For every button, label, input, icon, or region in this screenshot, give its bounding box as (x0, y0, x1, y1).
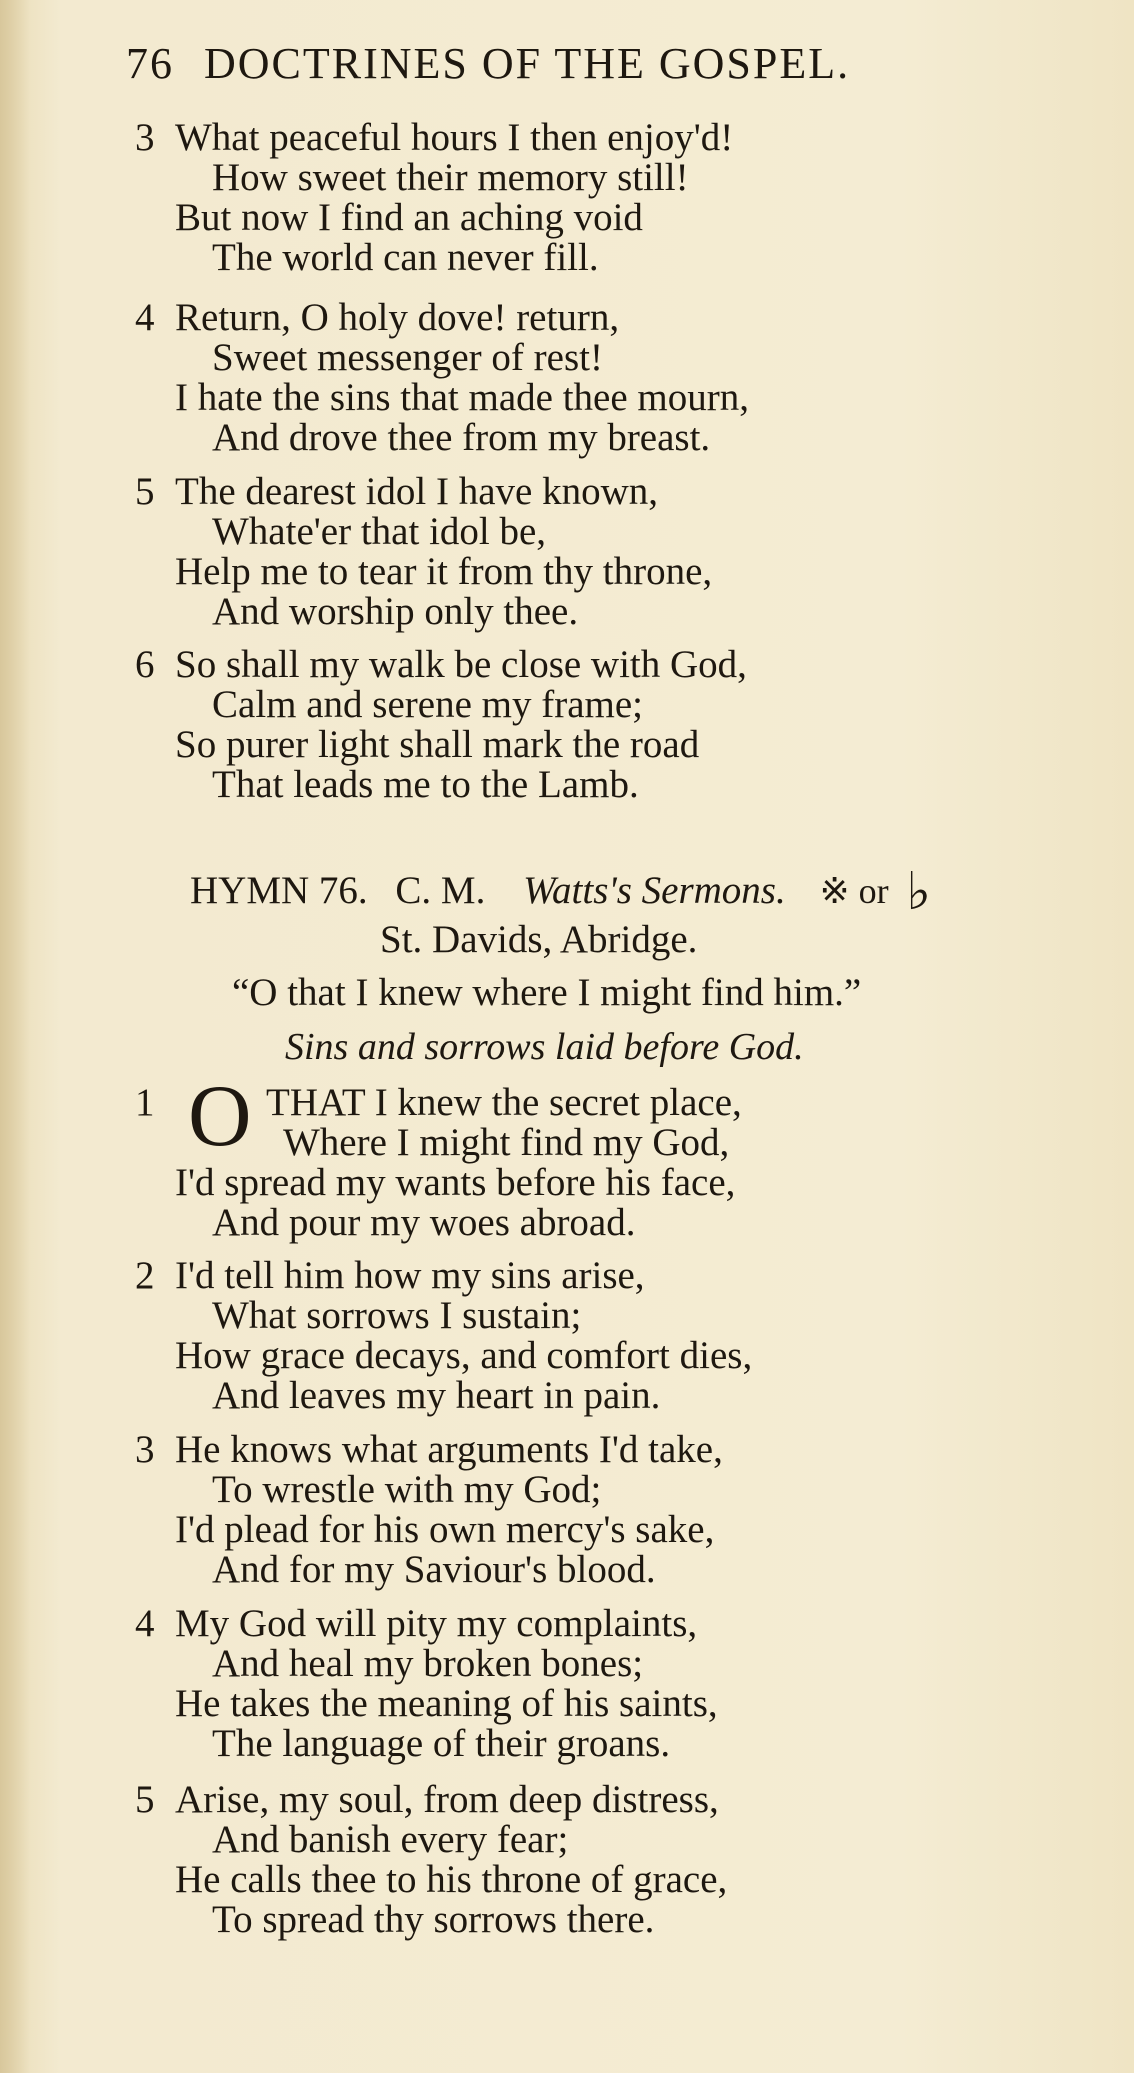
hymn-subject: Sins and sorrows laid before God. (285, 1026, 804, 1068)
verse-line: To wrestle with my God; (212, 1468, 602, 1511)
page-gutter-shadow (0, 0, 30, 2073)
verse-line: Arise, my soul, from deep distress, (175, 1778, 719, 1821)
verse-line: Help me to tear it from thy throne, (175, 550, 713, 593)
verse-number: 5 (135, 470, 155, 513)
verse-number: 3 (135, 1428, 155, 1471)
verse-line: Whate'er that idol be, (212, 510, 547, 553)
verse-line: I hate the sins that made thee mourn, (175, 376, 749, 419)
verse-line: And for my Saviour's blood. (212, 1548, 656, 1591)
verse-line: I'd tell him how my sins arise, (175, 1254, 645, 1297)
verse-number: 4 (135, 1602, 155, 1645)
verse-line: What sorrows I sustain; (212, 1294, 582, 1337)
verse-line: He knows what arguments I'd take, (175, 1428, 723, 1471)
verse-line: Calm and serene my frame; (212, 683, 643, 726)
verse-3 (135, 1428, 723, 1591)
verse-3-prev (135, 116, 734, 279)
verse-line: My God will pity my complaints, (175, 1602, 698, 1645)
verse-line: Where I might find my God, (283, 1121, 730, 1164)
tune-mark: ※ or (819, 871, 889, 911)
verse-line: THAT I knew the secret place, (266, 1081, 742, 1124)
verse-line: So purer light shall mark the road (175, 723, 700, 766)
verse-line: And drove thee from my breast. (212, 416, 711, 459)
drop-cap: O (188, 1068, 252, 1165)
verse-number: 5 (135, 1778, 155, 1821)
verse-line: Return, O holy dove! return, (175, 296, 620, 339)
scripture-quote: “O that I knew where I might find him.” (232, 971, 862, 1014)
hymn-number: HYMN 76. (190, 869, 368, 912)
verse-2 (135, 1254, 753, 1417)
page-number: 76 (126, 39, 174, 88)
verse-line: What peaceful hours I then enjoy'd! (175, 116, 734, 159)
tune-names: St. Davids, Abridge. (380, 918, 698, 961)
verse-line: The world can never fill. (212, 236, 599, 279)
verse-line: I'd spread my wants before his face, (175, 1161, 736, 1204)
verse-line: The language of their groans. (212, 1722, 671, 1765)
verse-line: And banish every fear; (212, 1818, 569, 1861)
verse-line: I'd plead for his own mercy's sake, (175, 1508, 715, 1551)
verse-line: He takes the meaning of his saints, (175, 1682, 718, 1725)
verse-line: So shall my walk be close with God, (175, 643, 747, 686)
verse-line: And pour my woes abroad. (212, 1201, 636, 1244)
verse-5 (135, 1778, 728, 1941)
flat-icon: ♭ (906, 864, 931, 921)
hymn-heading (190, 856, 931, 921)
verse-line: The dearest idol I have known, (175, 470, 659, 513)
verse-number: 6 (135, 643, 155, 686)
verse-line: And heal my broken bones; (212, 1642, 644, 1685)
verse-line: To spread thy sorrows there. (212, 1898, 655, 1941)
verse-line: That leads me to the Lamb. (212, 763, 639, 806)
verse-number: 3 (135, 116, 155, 159)
hymn-source: Watts's Sermons. (523, 869, 786, 912)
running-header (126, 38, 850, 89)
hymn-meter: C. M. (395, 869, 486, 912)
verse-line: And leaves my heart in pain. (212, 1374, 661, 1417)
verse-number: 2 (135, 1254, 155, 1297)
running-title: DOCTRINES OF THE GOSPEL. (204, 39, 851, 88)
verse-line: And worship only thee. (212, 590, 579, 633)
verse-line: Sweet messenger of rest! (212, 336, 603, 379)
verse-4-prev (135, 296, 749, 459)
verse-6-prev (135, 643, 747, 806)
verse-5-prev (135, 470, 713, 633)
verse-number: 1 (135, 1081, 155, 1124)
verse-line: How sweet their memory still! (212, 156, 689, 199)
verse-4 (135, 1602, 718, 1765)
verse-line: How grace decays, and comfort dies, (175, 1334, 753, 1377)
verse-number: 4 (135, 296, 155, 339)
verse-line: But now I find an aching void (175, 196, 643, 239)
verse-line: He calls thee to his throne of grace, (175, 1858, 728, 1901)
